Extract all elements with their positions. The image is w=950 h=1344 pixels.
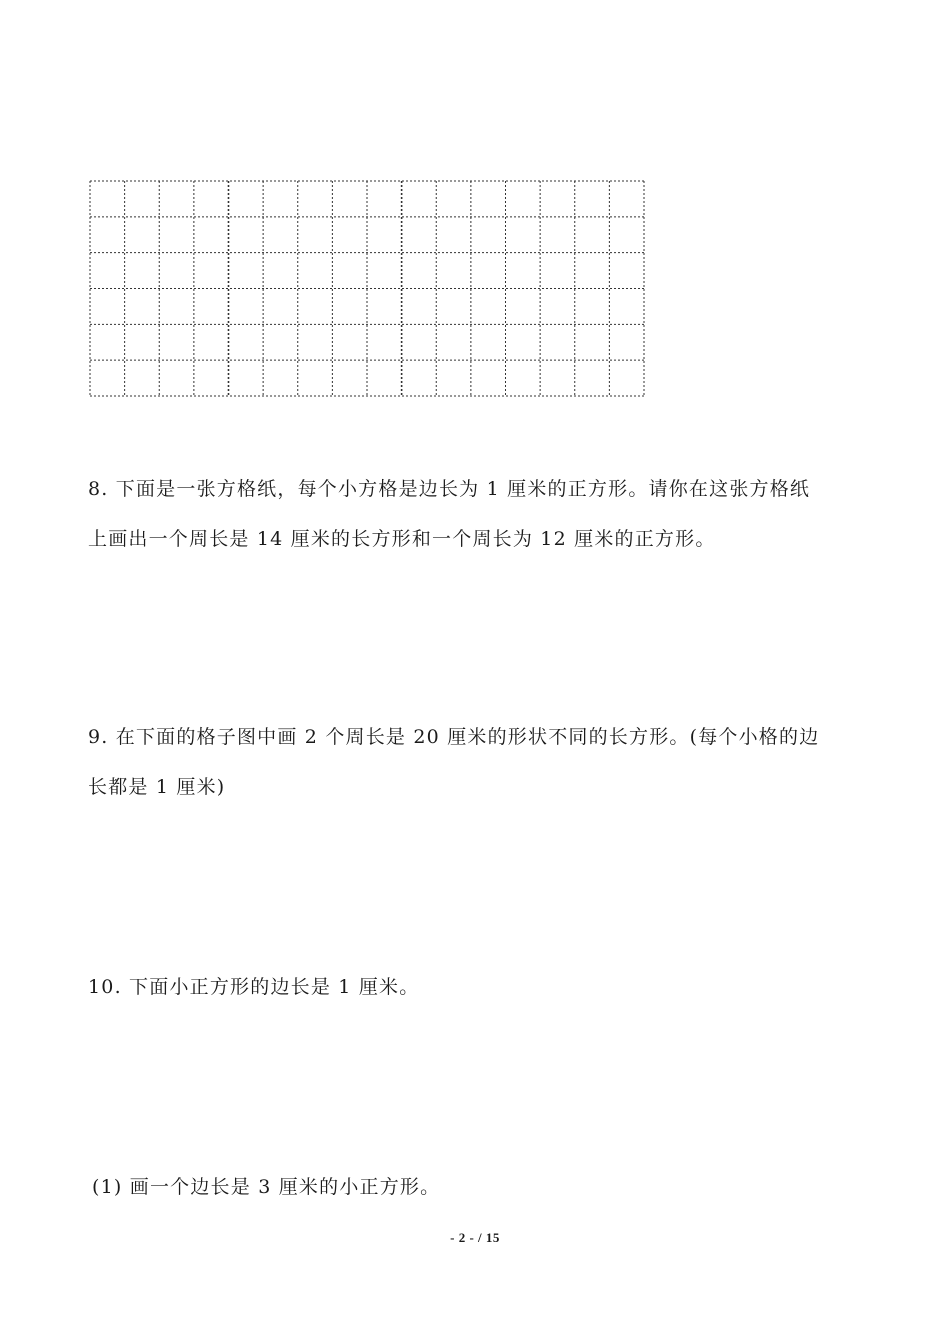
question-8-line-2: 上画出一个周长是 14 厘米的长方形和一个周长为 12 厘米的正方形。 <box>88 528 716 550</box>
question-9 <box>88 712 868 812</box>
page-number: - 2 - / 15 <box>450 1230 500 1245</box>
question-9-line-1: 9. 在下面的格子图中画 2 个周长是 20 厘米的形状不同的长方形。(每个小格的边 <box>88 726 820 748</box>
question-8 <box>88 464 868 564</box>
question-9-line-2: 长都是 1 厘米) <box>88 776 226 798</box>
question-10-part-1 <box>92 1162 872 1212</box>
question-10-part-1-line-1: (1) 画一个边长是 3 厘米的小正方形。 <box>92 1176 441 1198</box>
question-10 <box>88 962 868 1012</box>
question-8-line-1: 8. 下面是一张方格纸，每个小方格是边长为 1 厘米的正方形。请你在这张方格纸 <box>88 478 811 500</box>
question-10-line-1: 10. 下面小正方形的边长是 1 厘米。 <box>88 976 420 998</box>
square-grid-paper <box>89 180 645 397</box>
